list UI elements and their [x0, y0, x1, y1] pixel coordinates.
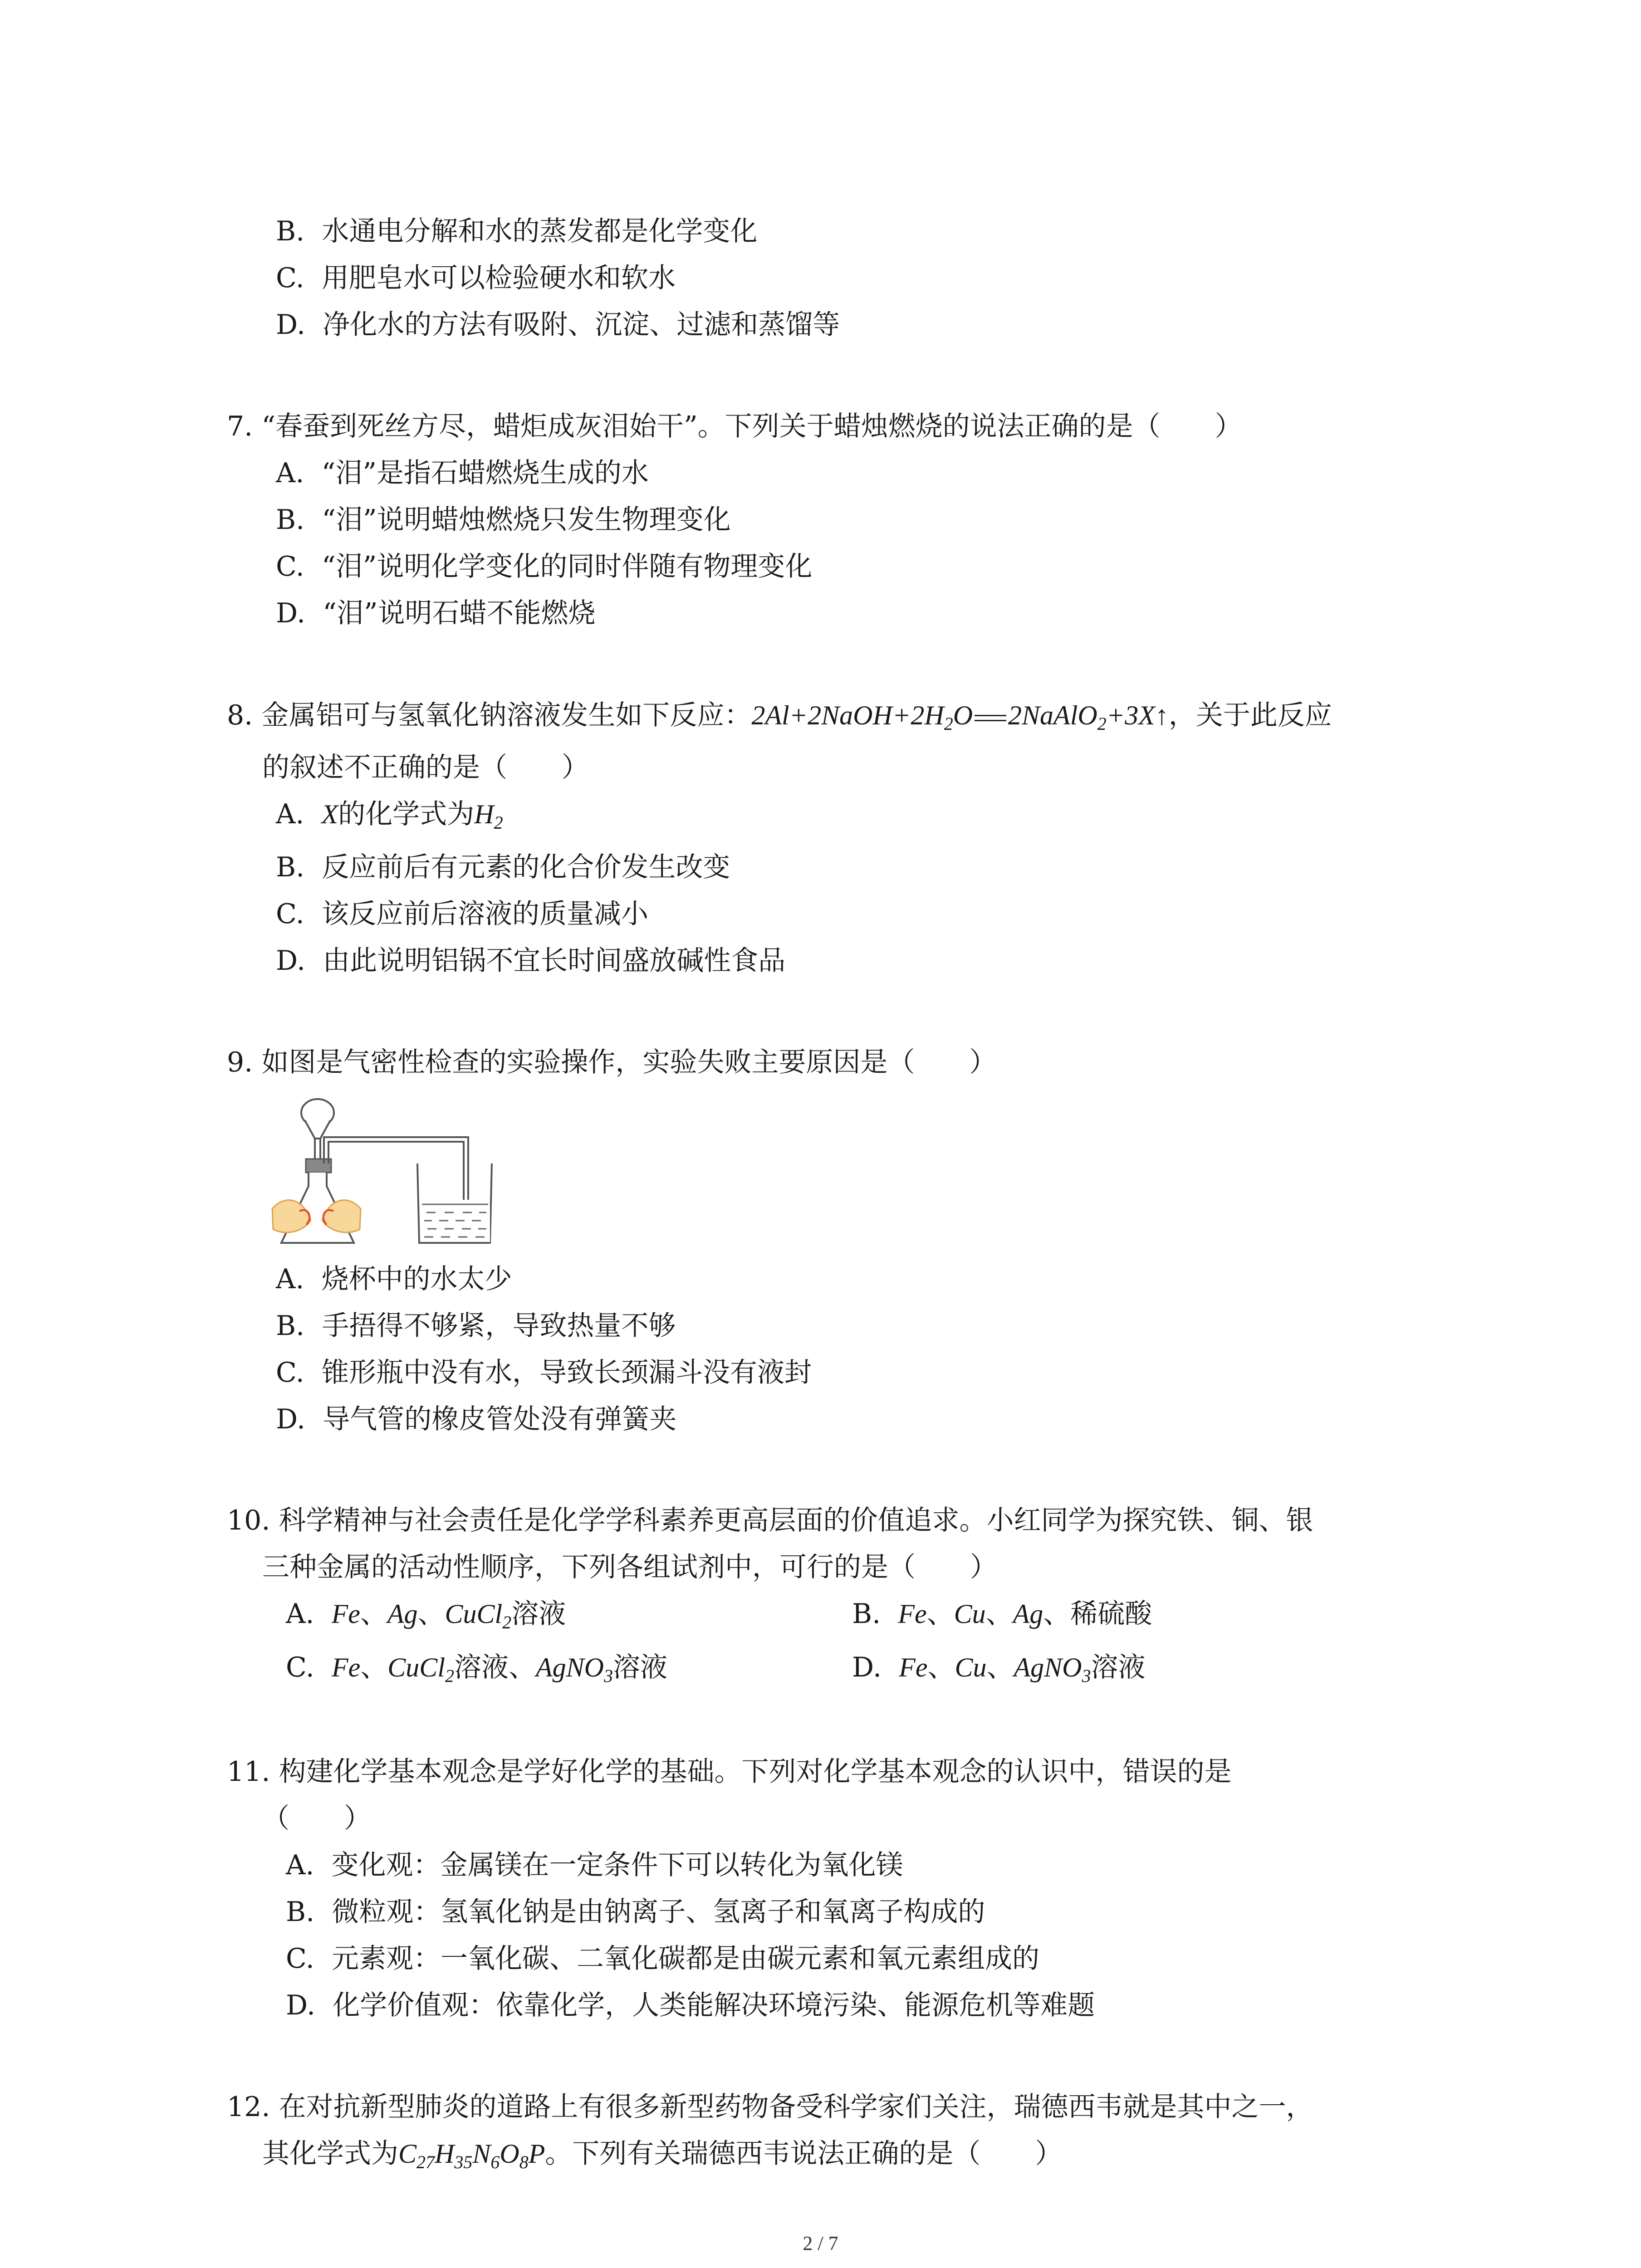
- q8-option-c: C. 该反应前后溶液的质量减小: [276, 898, 648, 930]
- q9-option-a: A. 烧杯中的水太少: [276, 1263, 512, 1295]
- q11-stem: 11. 构建化学基本观念是学好化学的基础。下列对化学基本观念的认识中，错误的是: [227, 1756, 1232, 1788]
- q10-option-c: C. Fe、CuCl$_2$溶液、AgNO$_3$溶液: [286, 1652, 667, 1686]
- q6-option-c: C. 用肥皂水可以检验硬水和软水: [276, 262, 676, 294]
- q11-option-d: D. 化学价值观：依靠化学，人类能解决环境污染、能源危机等难题: [286, 1989, 1095, 2021]
- q11-option-b: B. 微粒观：氢氧化钠是由钠离子、氢离子和氧离子构成的: [286, 1896, 985, 1928]
- q7-option-c: C. “泪”说明化学变化的同时伴随有物理变化: [276, 551, 813, 582]
- equals-double-bar: [975, 715, 1006, 721]
- q9-option-b: B. 手捂得不够紧，导致热量不够: [276, 1310, 676, 1342]
- q12-stem-line2: 其化学式为$C_{27}H_{35}N_6O_8P$。下列有关瑞德西韦说法正确的是（ ）: [262, 2138, 1063, 2172]
- q10-option-b: B. Fe、Cu、Ag、稀硫酸: [852, 1598, 1152, 1630]
- q9-option-c: C. 锥形瓶中没有水，导致长颈漏斗没有液封: [276, 1357, 812, 1388]
- q12-stem: 12. 在对抗新型肺炎的道路上有很多新型药物备受科学家们关注，瑞德西韦就是其中之一，: [227, 2091, 1313, 2123]
- q10-option-a: A. Fe、Ag、CuCl$_2$溶液: [286, 1598, 566, 1633]
- q11-option-c: C. 元素观：一氧化碳、二氧化碳都是由碳元素和氧元素组成的: [286, 1943, 1039, 1975]
- q8-option-d: D. 由此说明铝锅不宜长时间盛放碱性食品: [276, 945, 786, 977]
- airtightness-apparatus-figure: [268, 1095, 499, 1254]
- q10-stem-line2: 三种金属的活动性顺序，下列各组试剂中，可行的是（ ）: [262, 1551, 997, 1583]
- q11-option-a: A. 变化观：金属镁在一定条件下可以转化为氧化镁: [286, 1849, 903, 1881]
- q8-stem: 8. 金属铝可与氢氧化钠溶液发生如下反应：$2Al+2NaOH+2H_2O$ 2NaAlO$_2$+3X↑，关于此反应: [227, 699, 1332, 734]
- q7-option-a: A. “泪”是指石蜡燃烧生成的水: [276, 457, 649, 489]
- rubber-stopper: [306, 1159, 331, 1173]
- q6-option-d: D. 净化水的方法有吸附、沉淀、过滤和蒸馏等: [276, 309, 840, 341]
- q8-stem-line2: 的叙述不正确的是（ ）: [262, 752, 589, 783]
- q11-stem-line2: （ ）: [262, 1803, 371, 1834]
- q10-option-d: D. Fe、Cu、AgNO$_3$溶液: [852, 1652, 1146, 1686]
- reaction-equation: $2Al+2NaOH+2H_2O$ 2NaAlO$_2$+3X↑: [751, 700, 1169, 734]
- q8-option-b: B. 反应前后有元素的化合价发生改变: [276, 851, 730, 883]
- q9-option-d: D. 导气管的橡皮管处没有弹簧夹: [276, 1403, 677, 1435]
- delivery-tube: [324, 1137, 468, 1200]
- q10-stem: 10. 科学精神与社会责任是化学学科素养更高层面的价值追求。小红同学为探究铁、铜、银: [227, 1505, 1313, 1536]
- q7-option-b: B. “泪”说明蜡烛燃烧只发生物理变化: [276, 504, 731, 536]
- q7-stem: 7. “春蚕到死丝方尽，蜡炬成灰泪始干”。下列关于蜡烛燃烧的说法正确的是（ ）: [227, 411, 1242, 442]
- q7-option-d: D. “泪”说明石蜡不能燃烧: [276, 597, 596, 629]
- remdesivir-formula: $C_{27}H_{35}N_6O_8P$: [398, 2139, 545, 2172]
- q8-option-a: A. X的化学式为$H_2$: [276, 798, 503, 833]
- q9-stem: 9. 如图是气密性检查的实验操作，实验失败主要原因是（ ）: [227, 1046, 997, 1078]
- q6-option-b: B. 水通电分解和水的蒸发都是化学变化: [276, 215, 758, 247]
- page-number: 2 / 7: [803, 2232, 838, 2254]
